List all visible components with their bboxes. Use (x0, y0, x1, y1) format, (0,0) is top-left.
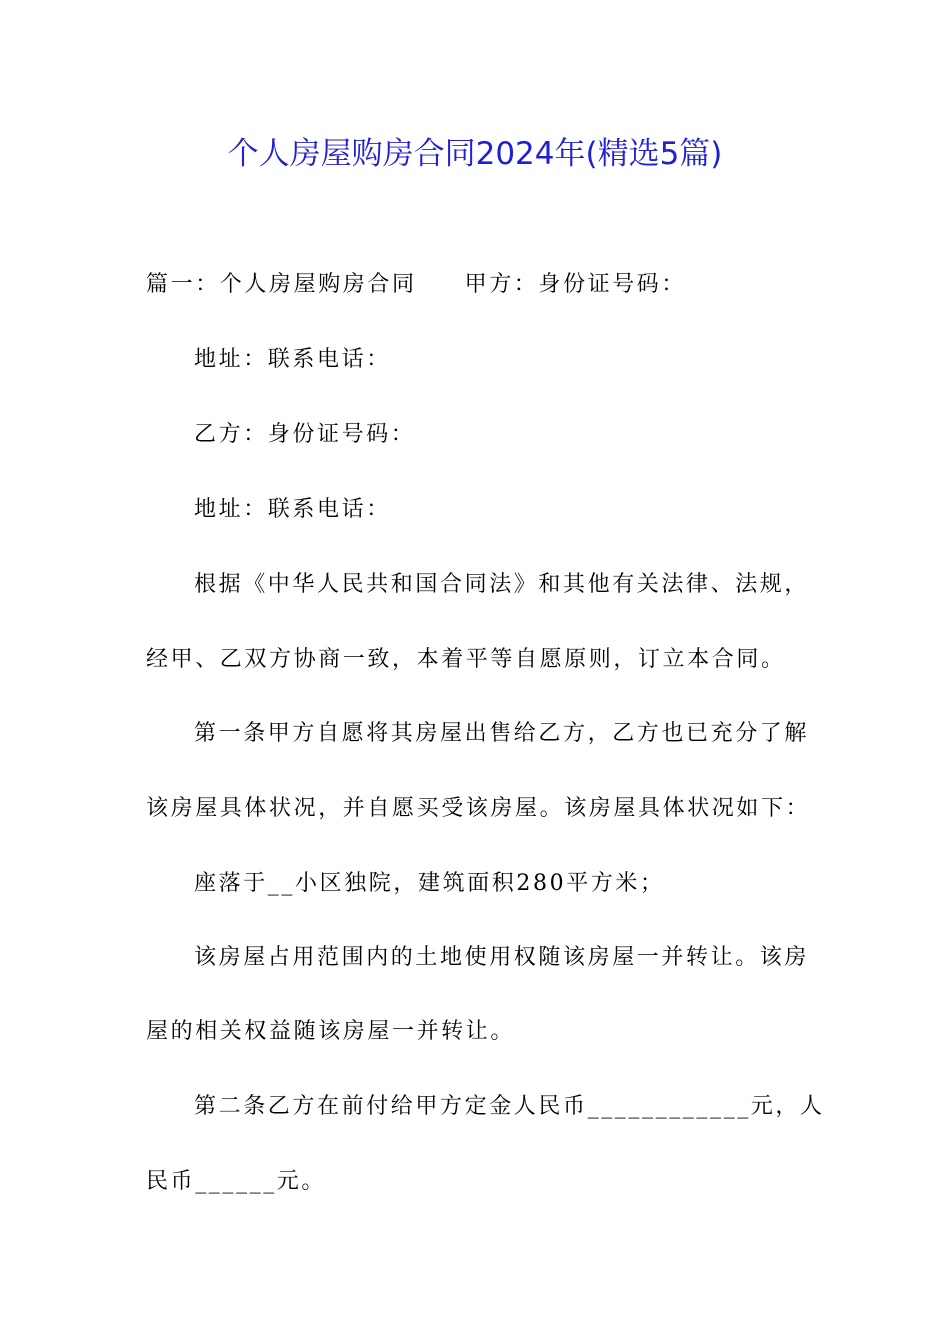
party-a-label: 甲方：身份证号码： (464, 272, 687, 297)
paragraph-line-6: 经甲、乙双方协商一致，本着平等自愿原则，订立本合同。 (146, 647, 786, 672)
paragraph-line-8: 该房屋具体状况，并自愿买受该房屋。该房屋具体状况如下： (146, 796, 811, 821)
paragraph-line-11: 屋的相关权益随该房屋一并转让。 (146, 1019, 516, 1044)
paragraph-line-1 (146, 270, 686, 300)
paragraph-line-2: 地址：联系电话： (194, 347, 391, 372)
paragraph-line-10: 该房屋占用范围内的土地使用权随该房屋一并转让。该房 (194, 945, 810, 970)
paragraph-line-13: 民币______元。 (146, 1169, 327, 1194)
paragraph-line-3: 乙方：身份证号码： (194, 422, 416, 447)
paragraph-line-5: 根据《中华人民共和国合同法》和其他有关法律、法规， (194, 572, 810, 597)
paragraph-line-12: 第二条乙方在前付给甲方定金人民币____________元，人 (194, 1094, 825, 1119)
document-title: 个人房屋购房合同2024年(精选5篇) (227, 136, 723, 172)
paragraph-line-4: 地址：联系电话： (194, 497, 391, 522)
paragraph-line-7: 第一条甲方自愿将其房屋出售给乙方，乙方也已充分了解 (194, 721, 810, 746)
section-heading: 篇一：个人房屋购房合同 (146, 272, 417, 297)
paragraph-line-9: 座落于__小区独院，建筑面积280平方米； (194, 871, 665, 896)
